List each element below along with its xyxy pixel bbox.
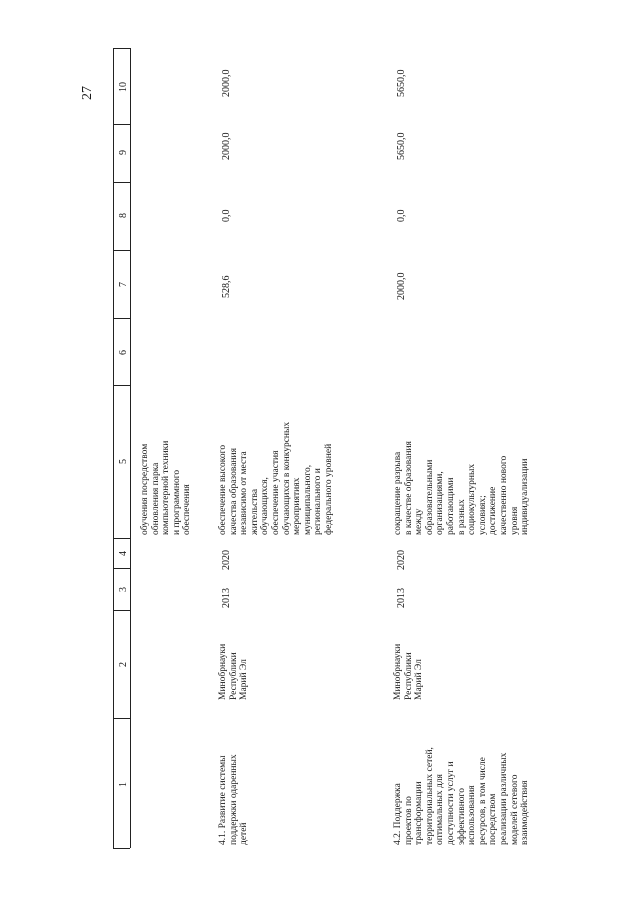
row-4-1-col8: 0,0 <box>221 209 232 222</box>
col-header-3: 3 <box>118 587 129 592</box>
row-4-1-col4: 2020 <box>221 550 232 570</box>
col-header-9: 9 <box>118 150 129 155</box>
col-header-10: 10 <box>118 82 129 92</box>
row-4-1-col3: 2013 <box>221 588 232 608</box>
col-sep-4 <box>113 538 130 539</box>
row-4-2-col10: 5650,0 <box>396 69 407 97</box>
table-header-right-edge <box>130 48 131 848</box>
col-header-6: 6 <box>118 350 129 355</box>
row-4-2-col5: сокращение разрыва в качестве образования между образовательными организациями, работающими в разных социокультурных условиях; достижение качественно нового уровня индивидуализации <box>393 441 531 535</box>
row-4-1-col5: обеспечение высокого качества образования независимо от места жительства обучающихся, обеспечение участия обучающихся в конкурсных мероприятиях муниципального, регионального и федерального уровней <box>218 421 334 535</box>
col-sep-2 <box>113 610 130 611</box>
row-4-1-col7: 528,6 <box>221 275 232 298</box>
carry-col5: обучения посредством обновления парка компьютерной техники и программного обеспечения <box>140 440 193 535</box>
col-sep-6 <box>113 318 130 319</box>
row-4-2-col8: 0,0 <box>396 209 407 222</box>
col-sep-5 <box>113 385 130 386</box>
col-header-4: 4 <box>118 551 129 556</box>
table-header-left-edge <box>113 48 114 848</box>
col-header-7: 7 <box>118 282 129 287</box>
page-number: 27 <box>80 86 95 100</box>
col-header-1: 1 <box>118 782 129 787</box>
row-4-1-col2: Минобрнауки Республики Марий Эл <box>218 643 250 700</box>
col-sep-7 <box>113 250 130 251</box>
col-sep-10 <box>113 48 130 49</box>
row-4-2-col2: Минобрнауки Республики Марий Эл <box>393 643 425 700</box>
row-4-1-col10: 2000,0 <box>221 69 232 97</box>
row-4-2-col4: 2020 <box>396 550 407 570</box>
col-sep-1 <box>113 718 130 719</box>
col-sep-3 <box>113 568 130 569</box>
row-4-2-col3: 2013 <box>396 588 407 608</box>
col-sep-9 <box>113 124 130 125</box>
col-header-2: 2 <box>118 662 129 667</box>
row-4-1-col1: 4.1. Развитие системы поддержки одаренных детей <box>218 754 250 845</box>
row-4-2-col7: 2000,0 <box>396 272 407 300</box>
row-4-1-col9: 2000,0 <box>221 132 232 160</box>
col-header-8: 8 <box>118 213 129 218</box>
col-sep-8 <box>113 182 130 183</box>
col-sep-0 <box>113 848 130 849</box>
col-header-5: 5 <box>118 459 129 464</box>
row-4-2-col1: 4.2. Поддержка проектов по трансформации территориальных сетей, оптимальных для доступности услуг и эффективного использования ресурсов, в том числе посредством реализации различных моделей сетевого взаимодействия <box>393 747 531 845</box>
row-4-2-col9: 5650,0 <box>396 132 407 160</box>
